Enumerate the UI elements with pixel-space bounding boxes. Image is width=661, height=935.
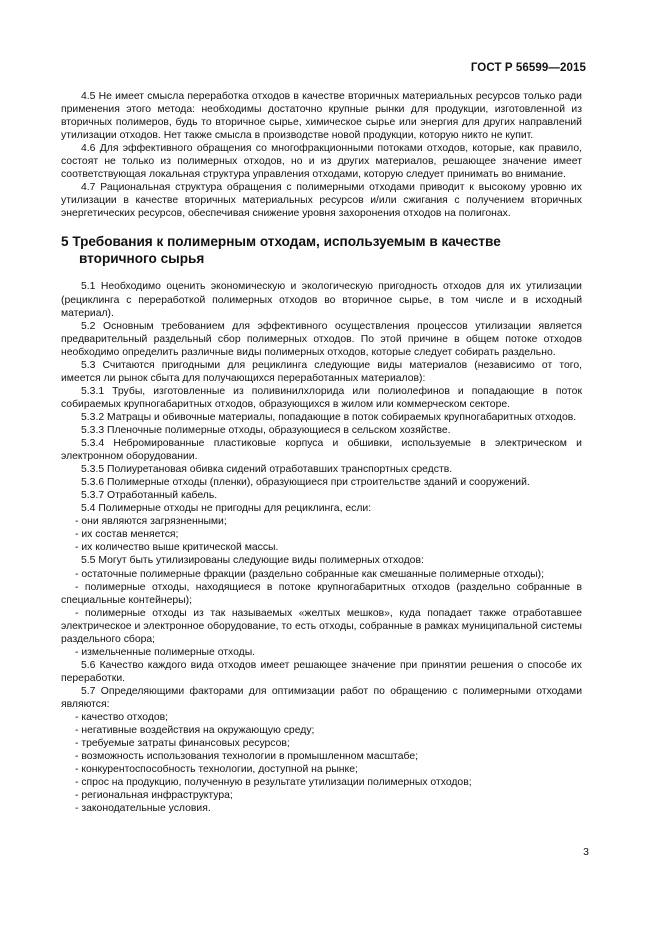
list-item: - качество отходов;	[75, 712, 169, 724]
list-item: - полимерные отходы, находящиеся в потоке крупногабаритных отходов (раздельно собранные в специальные контейнеры);	[61, 581, 582, 606]
page-number: 3	[583, 846, 589, 858]
paragraph: 5.1 Необходимо оценить экономическую и экологическую пригодность отходов для их утилизации (рециклинга с переработкой полимерных отходов во вторичное сырье, в том числе и в исходный материал).	[61, 281, 582, 319]
paragraph: 5.3 Считаются пригодными для рециклинга следующие виды материалов (независимо от того, имеется ли рынок сбыта для получающихся переработанных материалов):	[61, 359, 582, 384]
list-item: - требуемые затраты финансовых ресурсов;	[75, 738, 290, 750]
paragraph: 5.3.4 Небромированные пластиковые корпуса и обшивки, используемые в электрическом и электронном оборудовании.	[61, 438, 582, 463]
section-heading	[61, 234, 582, 267]
list-item: - их состав меняется;	[75, 529, 179, 541]
paragraph: 5.3.3 Пленочные полимерные отходы, образующиеся в сельском хозяйстве.	[81, 424, 451, 436]
list-item: - они являются загрязненными;	[75, 516, 227, 528]
section-heading-line: вторичного сырья	[79, 250, 205, 266]
list-item: - возможность использования технологии в промышленном масштабе;	[75, 751, 418, 763]
document-body	[61, 90, 582, 815]
list-item: - законодательные условия.	[75, 803, 211, 815]
paragraph: 4.6 Для эффективного обращения со многофракционными потоками отходов, которые, как правило, состоят не только из полимерных отходов, но и из других материалов, решающее значение имеет соответствующая локальная структура управления отходами, которую следует принимать во внимание.	[61, 143, 582, 181]
section-heading-line: 5 Требования к полимерным отходам, используемым в качестве	[61, 234, 501, 250]
paragraph: 5.3.2 Матрацы и обивочные материалы, попадающие в поток собираемых крупногабаритных отходов.	[81, 411, 577, 423]
document-header-id: ГОСТ Р 56599—2015	[470, 62, 586, 74]
paragraph: 5.3.6 Полимерные отходы (пленки), образующиеся при строительстве зданий и сооружений.	[81, 477, 530, 489]
paragraph: 5.6 Качество каждого вида отходов имеет решающее значение при принятии решения о способе их переработки.	[61, 659, 582, 684]
list-item: - измельченные полимерные отходы.	[75, 646, 256, 658]
paragraph: 5.7 Определяющими факторами для оптимизации работ по обращению с полимерными отходами являются:	[61, 685, 582, 710]
paragraph: 5.3.1 Трубы, изготовленные из поливинилхлорида или полиолефинов и попадающие в поток собираемых крупногабаритных отходов, образующихся в жилом или коммерческом секторе.	[61, 385, 582, 410]
list-item: - конкурентоспособность технологии, доступной на рынке;	[75, 764, 358, 776]
list-item: - спрос на продукцию, полученную в результате утилизации полимерных отходов;	[75, 777, 472, 789]
paragraph: 5.3.7 Отработанный кабель.	[81, 490, 218, 502]
paragraph: 4.5 Не имеет смысла переработка отходов в качестве вторичных материальных ресурсов только ради применения этого метода: необходимы достаточно крупные рынки для продукции, изготовленной из вторичных полимеров, будь то вторичное сырье, химическое сырье или энергия для других направлений утилизации отходов. Нет также смысла в производстве новой продукции, которую никто не купит.	[61, 91, 582, 142]
paragraph: 5.2 Основным требованием для эффективного осуществления процессов утилизации является предварительный раздельный сбор полимерных отходов. По этой причине в общем потоке отходов необходимо определить различные виды полимерных отходов, которые следует собирать раздельно.	[61, 320, 582, 358]
list-item: - остаточные полимерные фракции (раздельно собранные как смешанные полимерные отходы);	[75, 568, 544, 580]
paragraph: 5.5 Могут быть утилизированы следующие виды полимерных отходов:	[81, 555, 424, 567]
list-item: - негативные воздействия на окружающую среду;	[75, 725, 315, 737]
paragraph: 5.3.5 Полиуретановая обивка сидений отработавших транспортных средств.	[81, 464, 453, 476]
list-item: - полимерные отходы из так называемых «желтых мешков», куда попадает также отработавшее электрическое и электронное оборудование, то есть отходы, собранные в рамках муниципальной системы раздельного сбора;	[61, 607, 582, 645]
list-item: - их количество выше критической массы.	[75, 542, 279, 554]
list-item: - региональная инфраструктура;	[75, 790, 233, 802]
paragraph: 5.4 Полимерные отходы не пригодны для рециклинга, если:	[81, 503, 372, 515]
paragraph: 4.7 Рациональная структура обращения с полимерными отходами приводит к высокому уровню их утилизации в качестве вторичных материальных ресурсов и/или сжигания с получением вторичных энергетических ресурсов, обеспечивая снижение уровня захоронения отходов на полигонах.	[61, 182, 582, 220]
